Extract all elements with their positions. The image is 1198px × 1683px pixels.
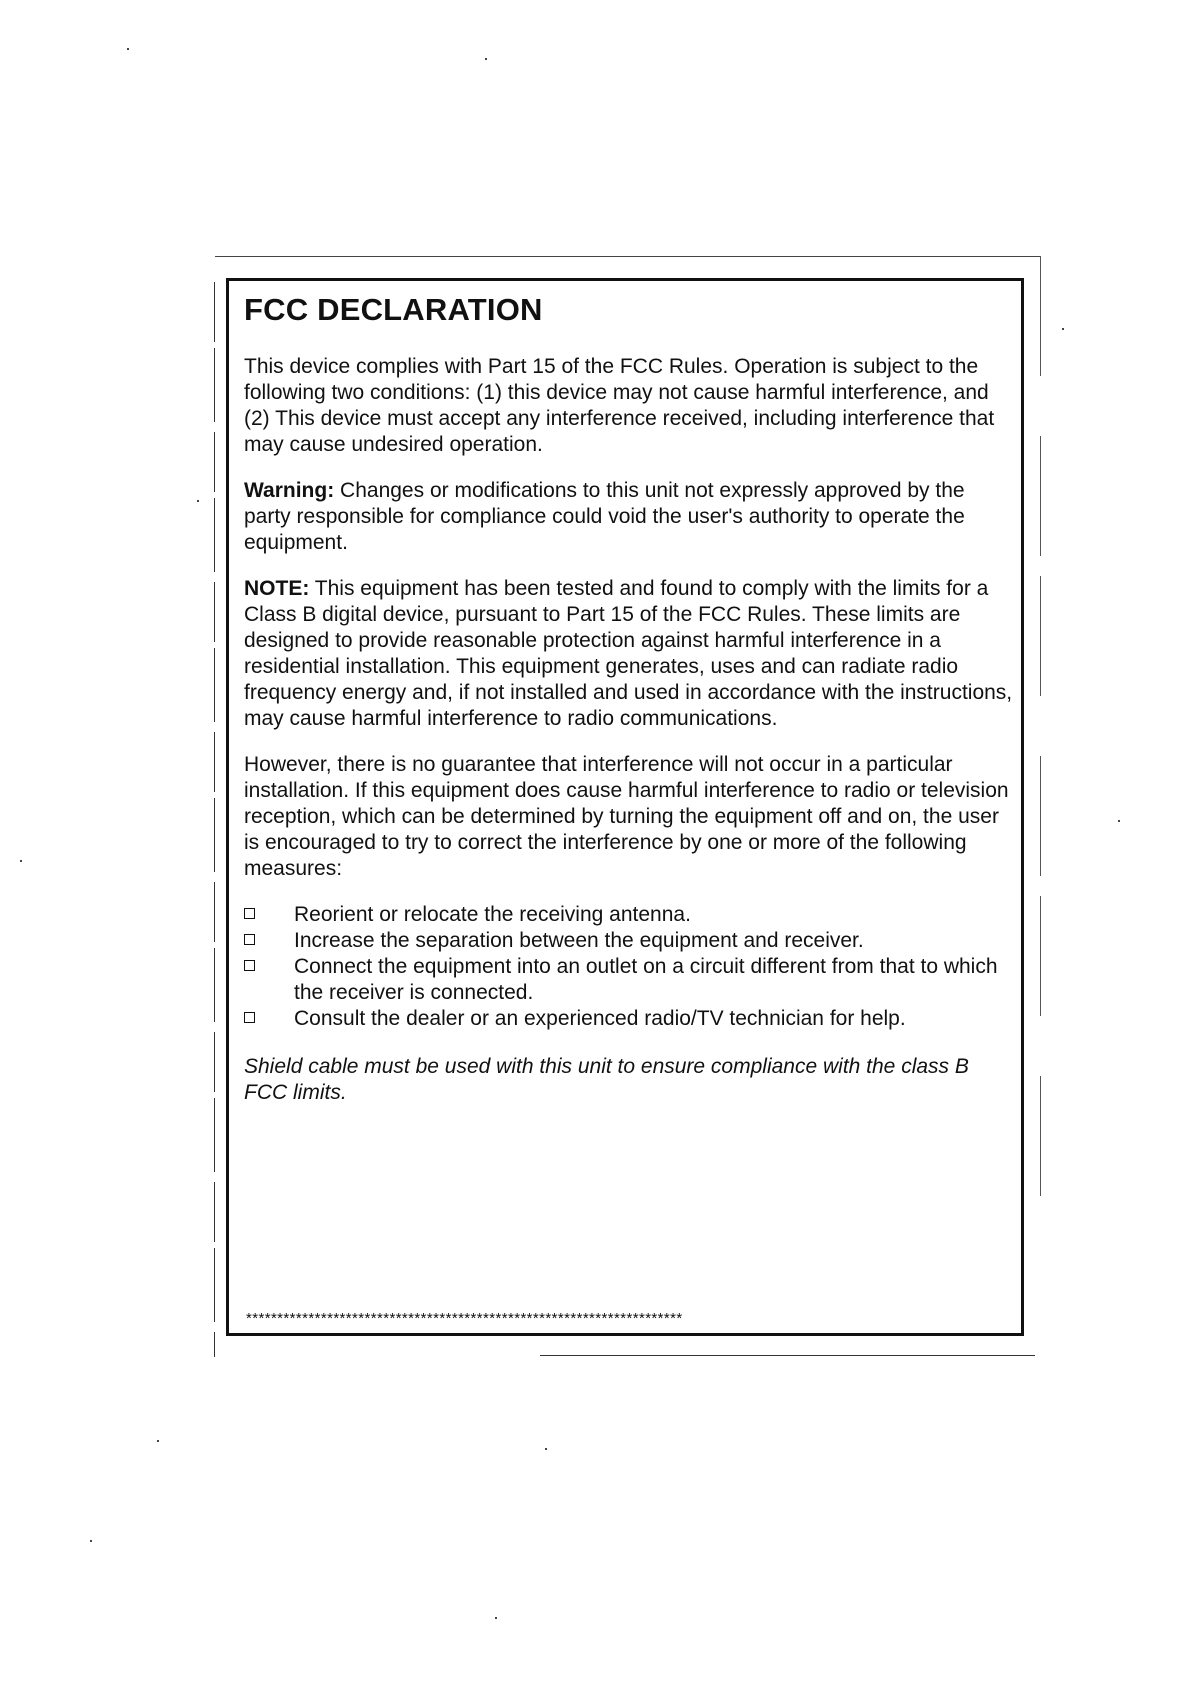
outer-frame-top [215,256,1040,257]
however-paragraph: However, there is no guarantee that interference will not occur in a particular installation. If this equipment does cause harmful interference to radio or television reception, which can be determined by turning the equipment off and on, the user is encouraged to try to correct the interference by one or more of the following measures: [244,753,1009,880]
compliance-paragraph: This device complies with Part 15 of the FCC Rules. Operation is subject to the following two conditions: (1) this device may not cause harmful interference, and (2) This device must accept any interference received, including interference that may cause undesired operation. [244,355,995,456]
measure-text: Consult the dealer or an experienced radio/TV technician for help. [294,1007,906,1030]
scan-speck [157,1440,159,1442]
scan-speck [1062,328,1064,330]
scan-speck [1118,820,1120,822]
measure-text: Reorient or relocate the receiving antenna. [294,903,691,926]
list-item [244,954,1014,1006]
asterisk-divider: ********************************************************************** [246,1310,683,1327]
note-label: NOTE: [244,577,310,600]
list-item [244,902,1014,928]
checkbox-icon [244,960,255,971]
warning-text: Changes or modifications to this unit not expressly approved by the party responsible for compliance could void the user's authority to operate the equipment. [244,479,965,554]
scan-speck [545,1448,547,1450]
outer-frame-left [214,282,215,1357]
list-item [244,928,1014,954]
scan-speck [127,48,129,50]
measure-text: Increase the separation between the equipment and receiver. [294,929,864,952]
note-text: This equipment has been tested and found to comply with the limits for a Class B digital device, pursuant to Part 15 of the FCC Rules. These limits are designed to provide reasonable protection against harmful interference in a residential installation. This equipment generates, uses and can radiate radio frequency energy and, if not installed and used in accordance with the instructions, may cause harmful interference to radio communications. [244,577,1013,730]
scan-speck [20,860,22,862]
measures-list [244,902,1014,1032]
shield-cable-note: Shield cable must be used with this unit to ensure compliance with the class B FCC limits. [244,1055,969,1104]
measure-text: Connect the equipment into an outlet on a circuit different from that to which the receiver is connected. [294,955,998,1004]
checkbox-icon [244,908,255,919]
outer-frame-right [1040,256,1041,1216]
note-paragraph [244,576,1014,732]
scan-speck [495,1617,497,1619]
warning-label: Warning: [244,479,335,502]
page-title: FCC DECLARATION [244,292,543,327]
scan-speck [197,500,199,502]
declaration-content [244,292,1014,1126]
checkbox-icon [244,934,255,945]
checkbox-icon [244,1012,255,1023]
scan-speck [90,1540,92,1542]
list-item [244,1006,1014,1032]
scan-speck [485,58,487,60]
warning-paragraph [244,478,1014,556]
outer-frame-bottom [540,1355,1035,1356]
